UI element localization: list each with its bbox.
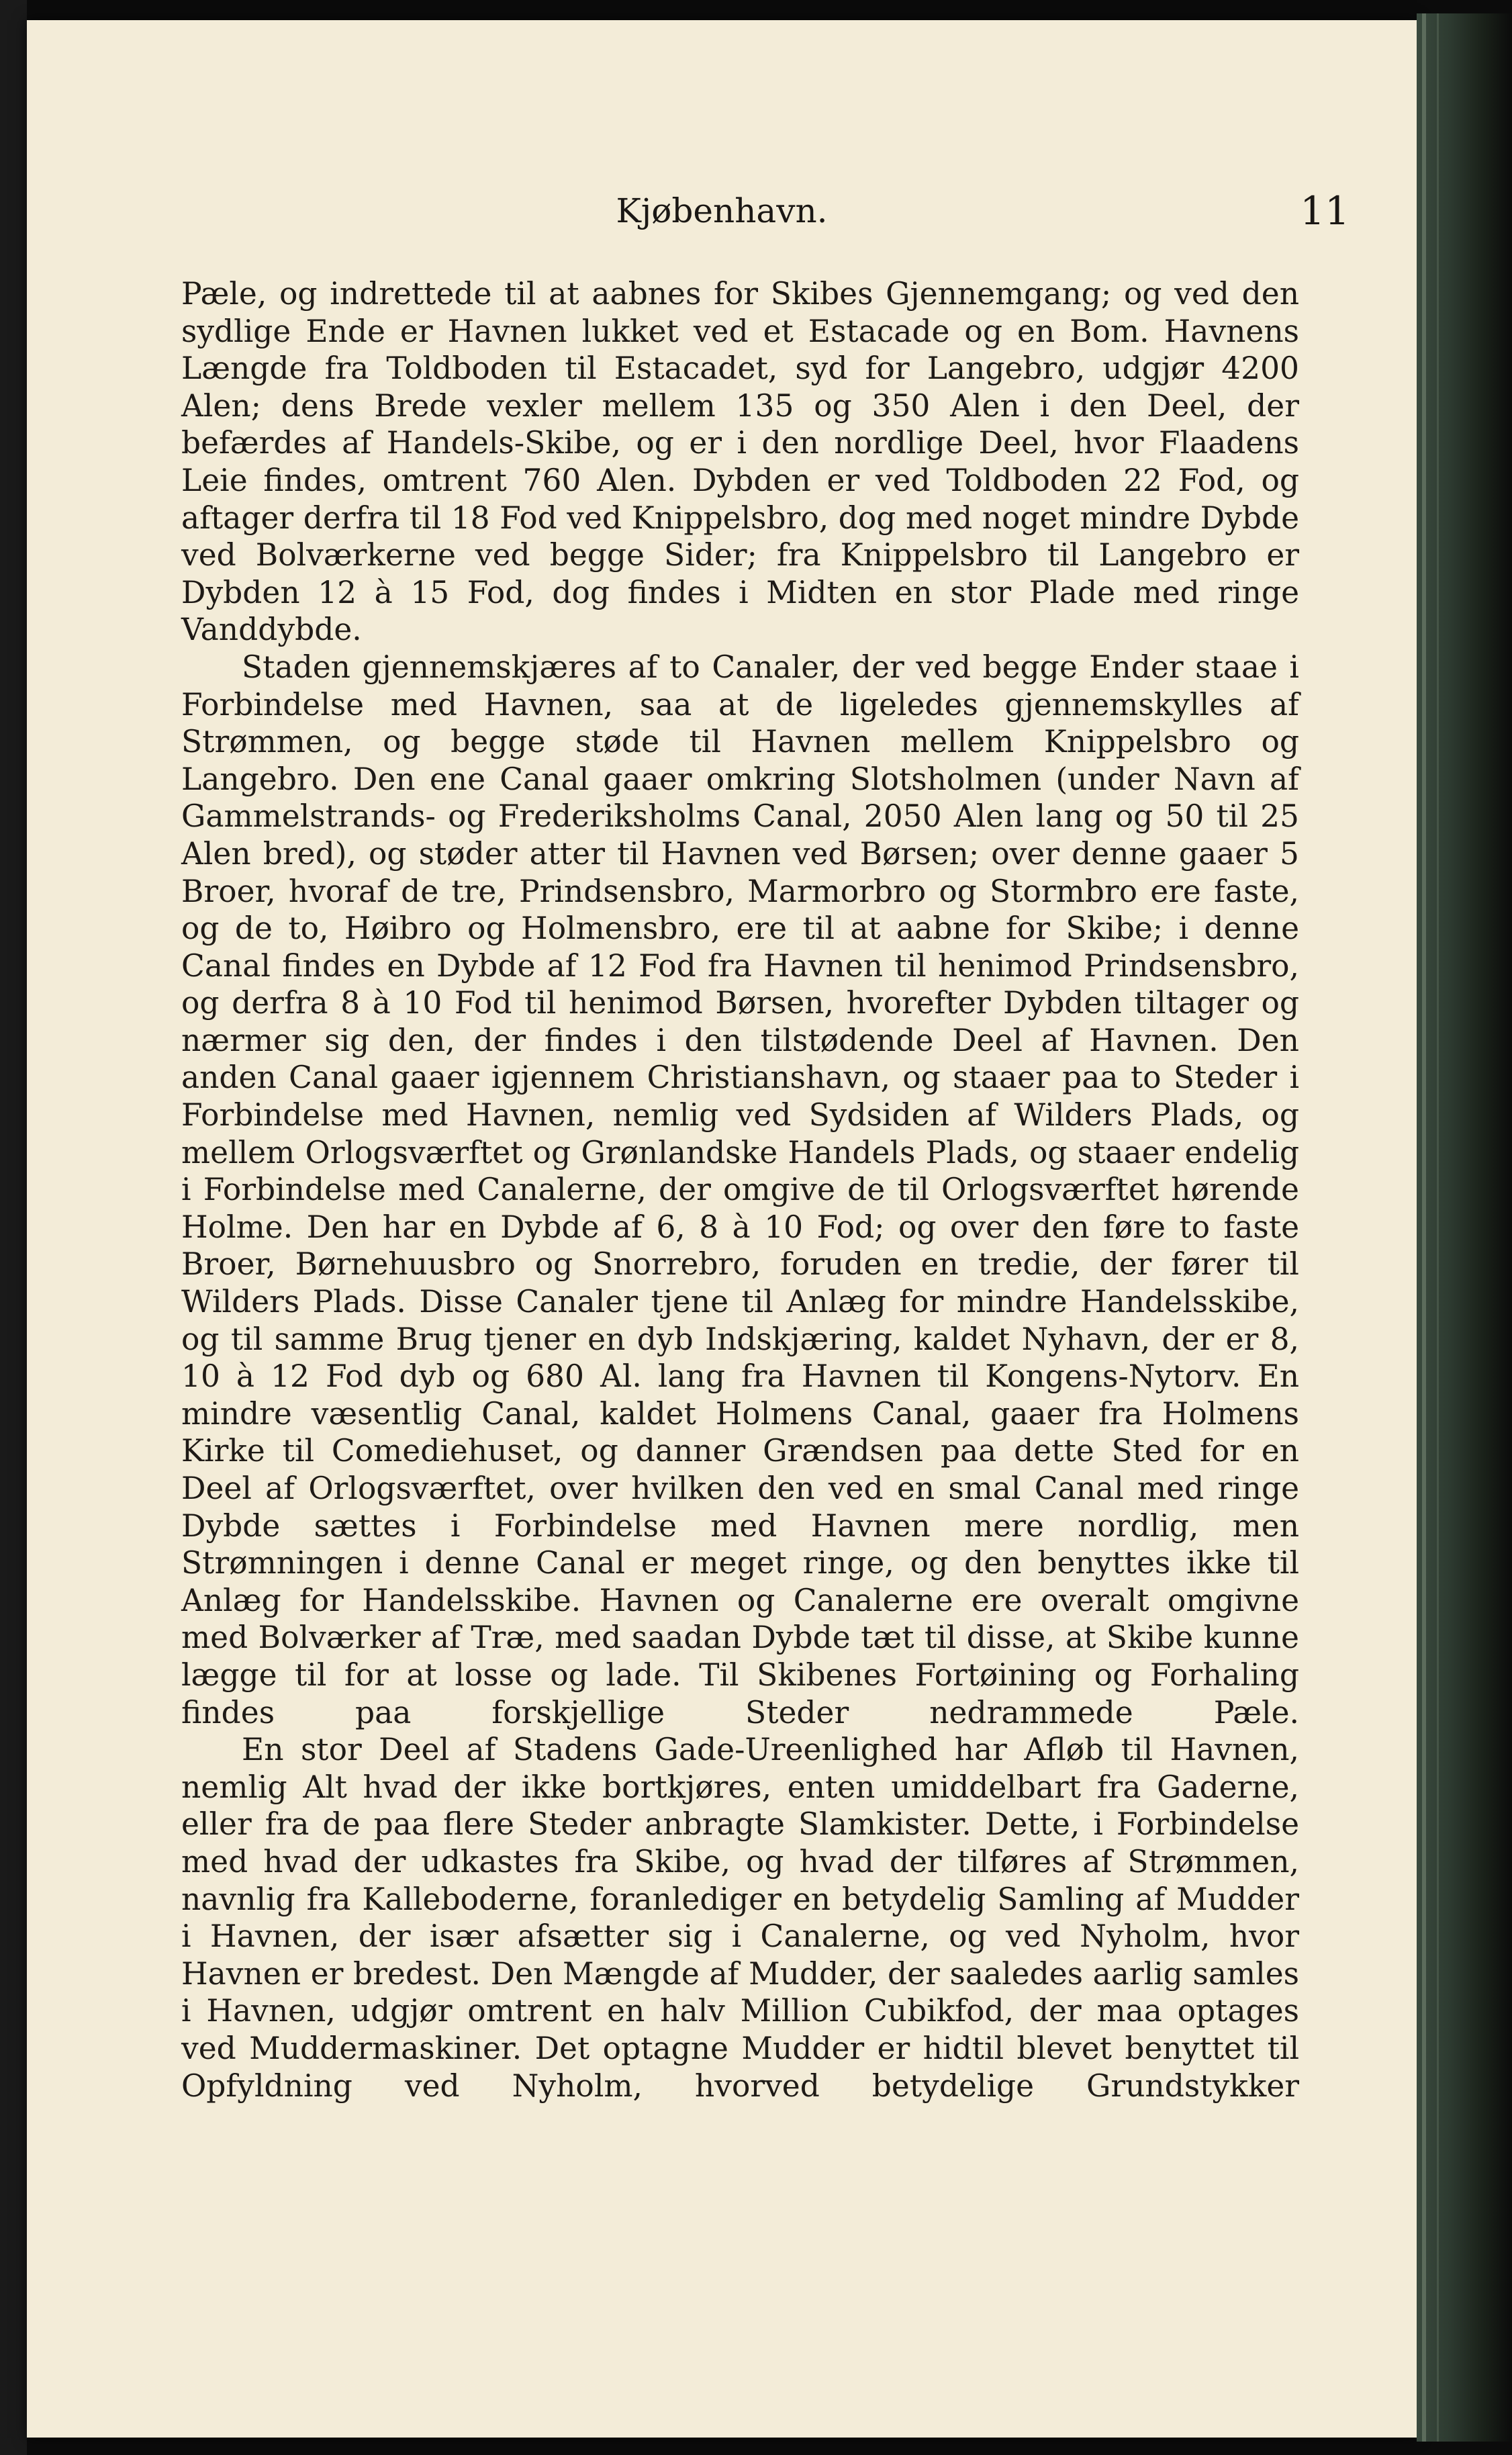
page-number: 11	[1300, 188, 1350, 234]
body-text	[181, 275, 1299, 2104]
running-head: Kjøbenhavn.	[616, 191, 828, 230]
book-left-edge	[0, 0, 27, 2455]
paragraph-canals: Staden gjennemskjæres af to Canaler, der ved begge Ender staae i Forbindelse med Havnen, saa at de ligeledes gjennemskylles af Strømmen, og begge støde til Havnen mellem Knippelsbro og Langebro. Den ene Canal gaaer omkring Slotsholmen (under Navn af Gammelstrands- og Frederiksholms Canal, 2050 Alen lang og 50 til 25 Alen bred), og støder atter til Havnen ved Børsen; over denne gaaer 5 Broer, hvoraf de tre, Prindsensbro, Marmorbro og Stormbro ere faste, og de to, Høibro og Holmensbro, ere til at aabne for Skibe; i denne Canal findes en Dybde af 12 Fod fra Havnen til henimod Prindsensbro, og derfra 8 à 10 Fod til henimod Børsen, hvorefter Dybden tiltager og nærmer sig den, der findes i den tilstødende Deel af Havnen. Den anden Canal gaaer igjennem Christianshavn, og staaer paa to Steder i Forbindelse med Havnen, nemlig ved Sydsiden af Wilders Plads, og mellem Orlogsværftet og Grønlandske Handels Plads, og staaer endelig i Forbindelse med Canalerne, der omgive de til Orlogsværftet hørende Holme. Den har en Dybde af 6, 8 à 10 Fod; og over den føre to faste Broer, Børnehuusbro og Snorrebro, foruden en tredie, der fører til Wilders Plads. Disse Canaler tjene til Anlæg for mindre Handelsskibe, og til samme Brug tjener en dyb Indskjæring, kaldet Nyhavn, der er 8, 10 à 12 Fod dyb og 680 Al. lang fra Havnen til Kongens-Nytorv. En mindre væsentlig Canal, kaldet Holmens Canal, gaaer fra Holmens Kirke til Comediehuset, og danner Grændsen paa dette Sted for en Deel af Orlogsværftet, over hvilken den ved en smal Canal med ringe Dybde sættes i Forbindelse med Havnen mere nordlig, men Strømningen i denne Canal er meget ringe, og den benyttes ikke til Anlæg for Handelsskibe. Havnen og Canalerne ere overalt omgivne med Bolværker af Træ, med saadan Dybde tæt til disse, at Skibe kunne lægge til for at losse og lade. Til Skibenes Fortøining og Forhaling findes paa forskjellige Steder nedrammede Pæle.	[181, 649, 1299, 1730]
book-spine	[1417, 13, 1512, 2442]
book-page	[27, 20, 1417, 2438]
paragraph-mud-drainage: En stor Deel af Stadens Gade-Ureenlighed har Afløb til Havnen, nemlig Alt hvad der ikke bortkjøres, enten umiddelbart fra Gaderne, eller fra de paa flere Steder anbragte Slamkister. Dette, i Forbindelse med hvad der udkastes fra Skibe, og hvad der tilføres af Strømmen, navnlig fra Kalleboderne, foranlediger en betydelig Samling af Mudder i Havnen, der især afsætter sig i Canalerne, og ved Nyholm, hvor Havnen er bredest. Den Mængde af Mudder, der saaledes aarlig samles i Havnen, udgjør omtrent en halv Million Cubikfod, der maa optages ved Muddermaskiner. Det optagne Mudder er hidtil blevet benyttet til Opfyldning ved Nyholm, hvorved betydelige Grundstykker	[181, 1732, 1299, 2104]
paragraph-harbour-dimensions: Pæle, og indrettede til at aabnes for Skibes Gjennemgang; og ved den sydlige Ende er Havnen lukket ved et Estacade og en Bom. Havnens Længde fra Toldboden til Estacadet, syd for Langebro, udgjør 4200 Alen; dens Brede vexler mellem 135 og 350 Alen i den Deel, der befærdes af Handels-Skibe, og er i den nordlige Deel, hvor Flaadens Leie findes, omtrent 760 Alen. Dybden er ved Toldboden 22 Fod, og aftager derfra til 18 Fod ved Knippelsbro, dog med noget mindre Dybde ved Bolværkerne ved begge Sider; fra Knippelsbro til Langebro er Dybden 12 à 15 Fod, dog findes i Midten en stor Plade med ringe Vanddybde.	[181, 276, 1299, 648]
